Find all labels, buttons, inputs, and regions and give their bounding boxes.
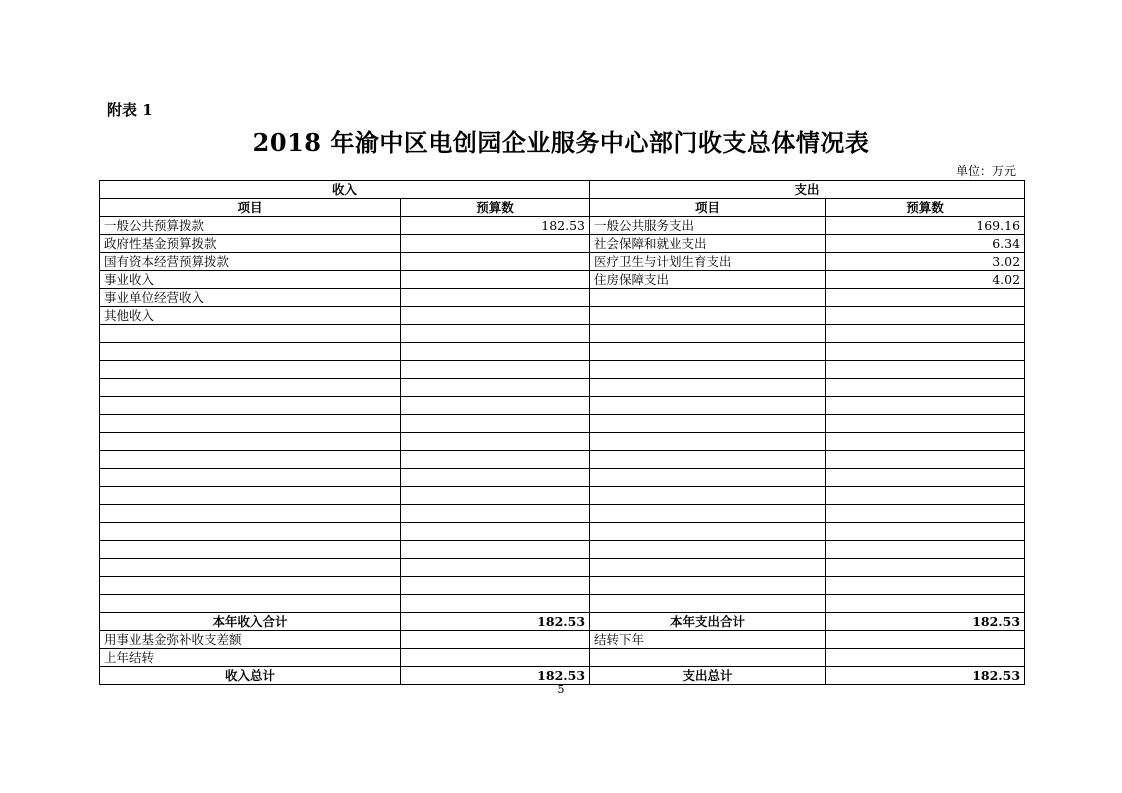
expense-budget-cell [826,631,1025,649]
expense-budget-cell [826,577,1025,595]
expense-item-cell [590,505,826,523]
expense-item-cell [590,289,826,307]
table-row [100,541,1025,559]
expense-item-cell [590,595,826,613]
income-item-cell [100,577,401,595]
table-row [100,307,1025,325]
table-row [100,217,1025,235]
income-budget-cell [401,631,590,649]
income-item-cell: 其他收入 [100,307,401,325]
column-header-row [100,199,1025,217]
table-row [100,469,1025,487]
expense-grand-total-value: 182.53 [826,667,1025,685]
income-budget-cell [401,523,590,541]
expense-item-cell [590,559,826,577]
expense-item-cell [590,415,826,433]
expense-budget-cell: 4.02 [826,271,1025,289]
expense-budget-header: 预算数 [826,199,1025,217]
income-item-cell [100,433,401,451]
income-budget-cell [401,361,590,379]
income-header: 收入 [100,181,590,199]
income-budget-cell [401,577,590,595]
income-budget-cell [401,253,590,271]
page-number: 5 [557,683,565,696]
income-budget-cell [401,595,590,613]
income-item-cell [100,361,401,379]
expense-budget-cell [826,307,1025,325]
year-total-row [100,613,1025,631]
table-row [100,451,1025,469]
expense-budget-cell [826,487,1025,505]
table-row [100,325,1025,343]
income-year-total-label: 本年收入合计 [100,613,401,631]
income-budget-cell [401,505,590,523]
expense-budget-cell [826,415,1025,433]
appendix-label: 附表 1 [107,101,153,119]
expense-item-cell [590,541,826,559]
table-row [100,271,1025,289]
expense-item-cell [590,451,826,469]
expense-budget-cell [826,523,1025,541]
table-row [100,253,1025,271]
table-row [100,379,1025,397]
income-budget-cell [401,415,590,433]
table-row [100,577,1025,595]
income-item-cell [100,523,401,541]
expense-grand-total-label: 支出总计 [590,667,826,685]
expense-budget-cell: 6.34 [826,235,1025,253]
income-item-cell: 政府性基金预算拨款 [100,235,401,253]
expense-item-cell [590,433,826,451]
income-budget-cell [401,307,590,325]
income-budget-cell [401,451,590,469]
expense-year-total-label: 本年支出合计 [590,613,826,631]
income-item-cell [100,379,401,397]
income-budget-header: 预算数 [401,199,590,217]
income-item-cell [100,469,401,487]
expense-budget-cell [826,433,1025,451]
table-row [100,289,1025,307]
income-budget-cell [401,271,590,289]
expense-year-total-value: 182.53 [826,613,1025,631]
budget-table [99,180,1025,685]
expense-item-cell: 一般公共服务支出 [590,217,826,235]
expense-item-cell [590,343,826,361]
income-budget-cell [401,559,590,577]
grand-total-row [100,667,1025,685]
income-item-cell [100,505,401,523]
income-grand-total-value: 182.53 [401,667,590,685]
income-budget-cell [401,235,590,253]
income-item-cell: 事业单位经营收入 [100,289,401,307]
expense-header: 支出 [590,181,1025,199]
expense-item-cell [590,307,826,325]
budget-table-body [100,181,1025,685]
expense-budget-cell [826,343,1025,361]
expense-budget-cell [826,541,1025,559]
income-item-cell: 国有资本经营预算拨款 [100,253,401,271]
table-row [100,433,1025,451]
expense-item-cell [590,577,826,595]
expense-item-cell: 医疗卫生与计划生育支出 [590,253,826,271]
expense-item-header: 项目 [590,199,826,217]
table-row [100,595,1025,613]
table-row [100,397,1025,415]
expense-budget-cell: 169.16 [826,217,1025,235]
income-item-cell [100,325,401,343]
expense-item-cell: 社会保障和就业支出 [590,235,826,253]
income-year-total-value: 182.53 [401,613,590,631]
expense-budget-cell [826,505,1025,523]
page-title: 2018 年渝中区电创园企业服务中心部门收支总体情况表 [252,128,870,157]
income-budget-cell: 182.53 [401,217,590,235]
income-item-cell: 上年结转 [100,649,401,667]
income-budget-cell [401,343,590,361]
expense-item-cell: 住房保障支出 [590,271,826,289]
income-item-cell [100,487,401,505]
income-budget-cell [401,397,590,415]
expense-item-cell [590,397,826,415]
table-row [100,343,1025,361]
expense-budget-cell: 3.02 [826,253,1025,271]
table-row [100,361,1025,379]
income-budget-cell [401,433,590,451]
income-item-cell [100,541,401,559]
unit-label: 单位：万元 [955,164,1016,178]
extra-row [100,631,1025,649]
income-budget-cell [401,289,590,307]
table-row [100,235,1025,253]
table-row [100,487,1025,505]
income-budget-cell [401,469,590,487]
expense-item-cell [590,325,826,343]
expense-item-cell [590,361,826,379]
expense-item-cell [590,469,826,487]
expense-budget-cell [826,379,1025,397]
income-item-cell: 事业收入 [100,271,401,289]
income-budget-cell [401,649,590,667]
income-grand-total-label: 收入总计 [100,667,401,685]
income-item-cell [100,451,401,469]
table-row [100,559,1025,577]
section-header-row [100,181,1025,199]
expense-item-cell [590,379,826,397]
income-item-cell [100,415,401,433]
expense-budget-cell [826,397,1025,415]
extra-row [100,649,1025,667]
expense-budget-cell [826,649,1025,667]
income-item-cell [100,343,401,361]
expense-budget-cell [826,559,1025,577]
expense-budget-cell [826,325,1025,343]
income-budget-cell [401,541,590,559]
income-item-cell [100,397,401,415]
expense-item-cell [590,523,826,541]
expense-item-cell [590,487,826,505]
expense-item-cell [590,649,826,667]
income-item-cell: 一般公共预算拨款 [100,217,401,235]
table-row [100,505,1025,523]
income-item-cell [100,559,401,577]
expense-budget-cell [826,289,1025,307]
income-item-cell: 用事业基金弥补收支差额 [100,631,401,649]
income-item-header: 项目 [100,199,401,217]
expense-budget-cell [826,469,1025,487]
income-budget-cell [401,379,590,397]
table-row [100,415,1025,433]
income-budget-cell [401,325,590,343]
income-item-cell [100,595,401,613]
table-row [100,523,1025,541]
income-budget-cell [401,487,590,505]
expense-budget-cell [826,451,1025,469]
expense-budget-cell [826,595,1025,613]
expense-budget-cell [826,361,1025,379]
expense-item-cell: 结转下年 [590,631,826,649]
